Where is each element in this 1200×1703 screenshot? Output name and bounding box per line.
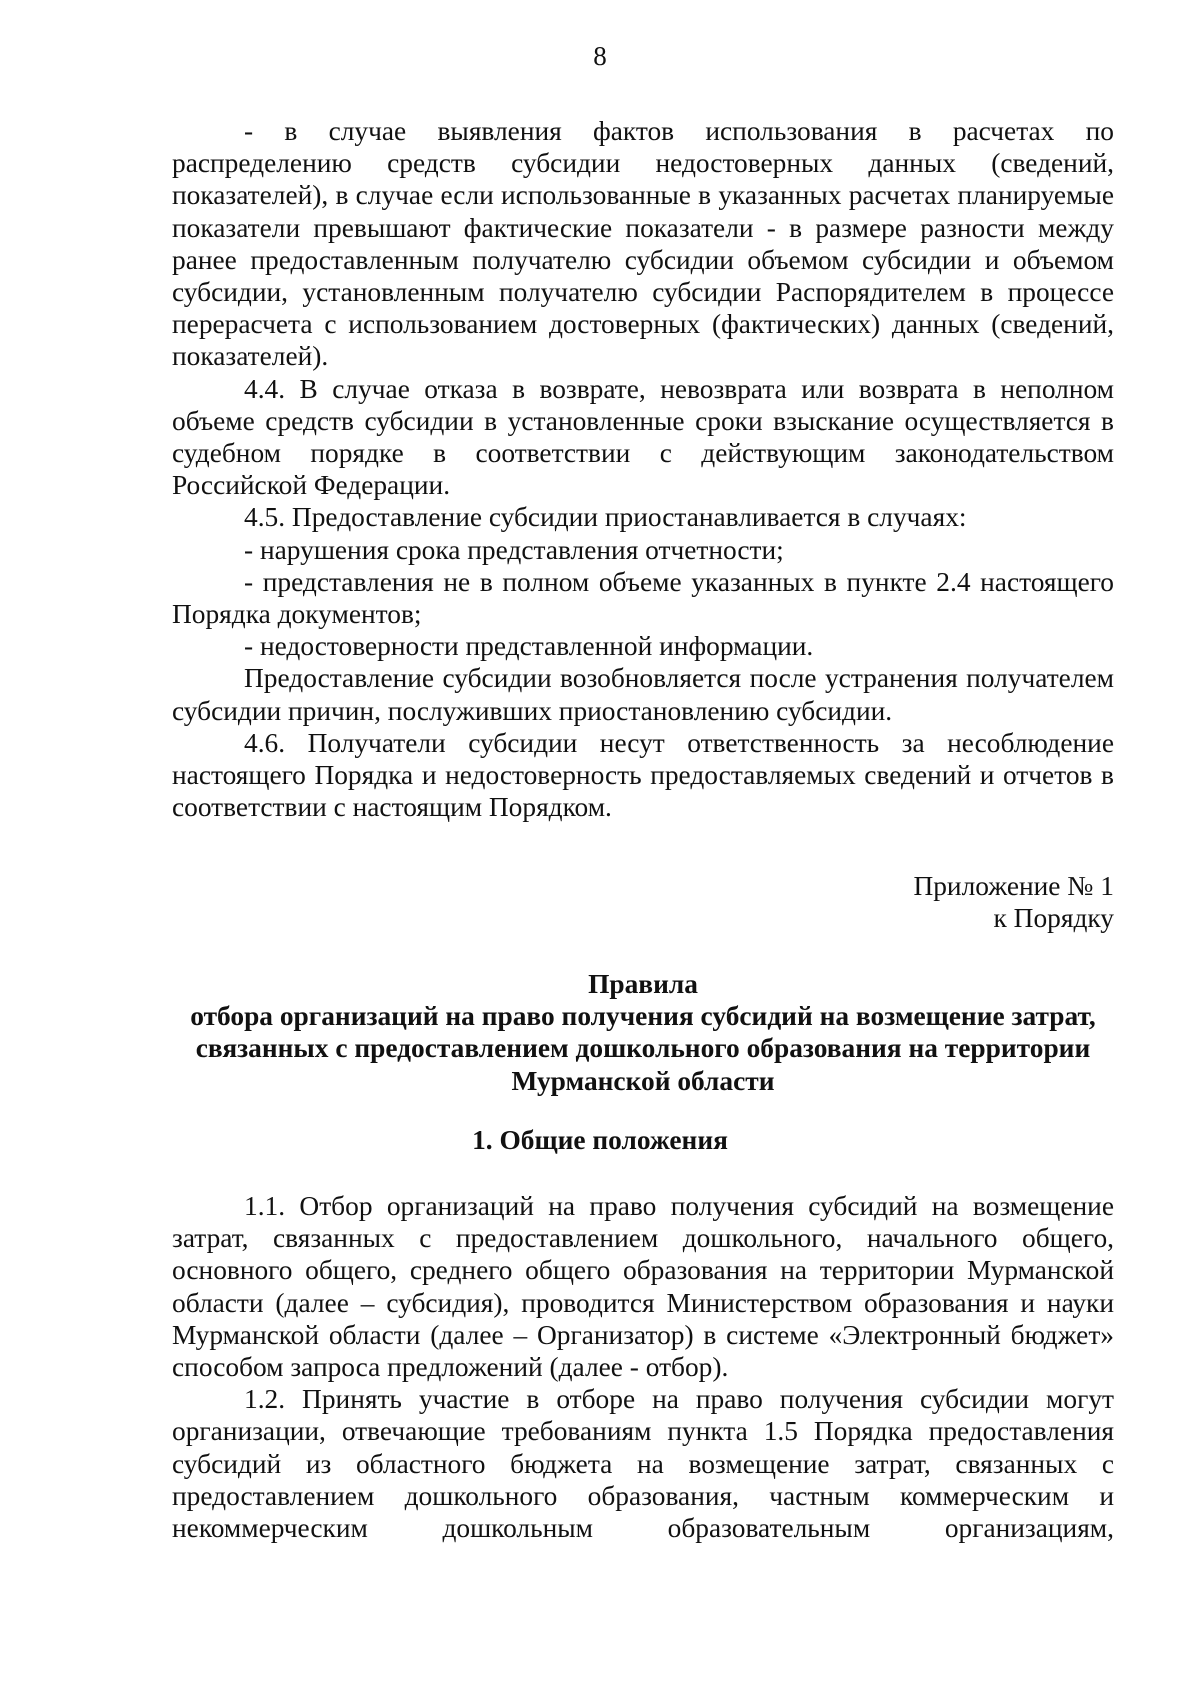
list-item-4-5-1: - нарушения срока представления отчетности;	[244, 534, 784, 565]
paragraph-4-4: 4.4. В случае отказа в возврате, невозврата или возврата в неполном объеме средств субсидии в установленные сроки взыскание осуществляется в судебном порядке в соответствии с действующим законодательством Российской Федерации.	[172, 373, 1114, 501]
paragraph-resume: Предоставление субсидии возобновляется после устранения получателем субсидии причин, послуживших приостановлению субсидии.	[172, 663, 1114, 726]
paragraph-1-1: 1.1. Отбор организаций на право получения субсидий на возмещение затрат, связанных с предоставлением дошкольного, начального общего, основного общего, среднего общего образования на территории Мурманской области (далее – субсидия), проводится Министерством образования и науки Мурманской области (далее – Организатор) в системе «Электронный бюджет» способом запроса предложений (далее - отбор).	[172, 1191, 1114, 1383]
section-1-heading: 1. Общие положения	[472, 1125, 728, 1155]
section-1-body	[172, 1190, 1114, 1544]
rules-title-line-4: Мурманской области	[511, 1065, 775, 1096]
paragraph-4-6: 4.6. Получатели субсидии несут ответственность за несоблюдение настоящего Порядка и недостоверность предоставляемых сведений и отчетов в соответствии с настоящим Порядком.	[172, 727, 1114, 823]
appendix-line-1: Приложение № 1	[913, 871, 1114, 901]
list-item-4-5-3: - недостоверности представленной информации.	[244, 631, 814, 662]
rules-title-line-1: Правила	[588, 969, 698, 999]
appendix-label	[700, 870, 1114, 934]
paragraph-1-2: 1.2. Принять участие в отборе на право получения субсидии могут организации, отвечающие требованиям пункта 1.5 Порядка предоставления субсидий из областного бюджета на возмещение затрат, связанных с предоставлением дошкольного образования, частным коммерческим и некоммерческим дошкольным образовательным организациям,	[172, 1384, 1114, 1544]
page-number: 8	[593, 41, 607, 71]
appendix-line-2: к Порядку	[993, 903, 1114, 934]
paragraph-bullet-fact: распределению средств субсидии недостоверных данных (сведений, показателей), в случае если использованные в указанных расчетах планируемые показатели превышают фактические показатели - в размере разности между ранее предоставленным получателю субсидии объемом субсидии и объемом субсидии, установленным получателю субсидии Распорядителем в процессе перерасчета с использованием достоверных (фактических) данных (сведений, показателей).	[172, 148, 1114, 372]
paragraph-4-5: 4.5. Предоставление субсидии приостанавливается в случаях:	[244, 502, 967, 533]
rules-title	[150, 968, 1136, 1097]
paragraph-bullet-fact-first-line: - в случае выявления фактов использования в расчетах по	[244, 116, 1114, 146]
list-item-4-5-2: - представления не в полном объеме указанных в пункте 2.4 настоящего Порядка документов;	[172, 566, 1114, 630]
rules-title-line-2: отбора организаций на право получения субсидий на возмещение затрат,	[190, 1001, 1096, 1032]
rules-title-line-3: связанных с предоставлением дошкольного образования на территории	[195, 1033, 1091, 1064]
section-4-continued	[172, 115, 1114, 823]
